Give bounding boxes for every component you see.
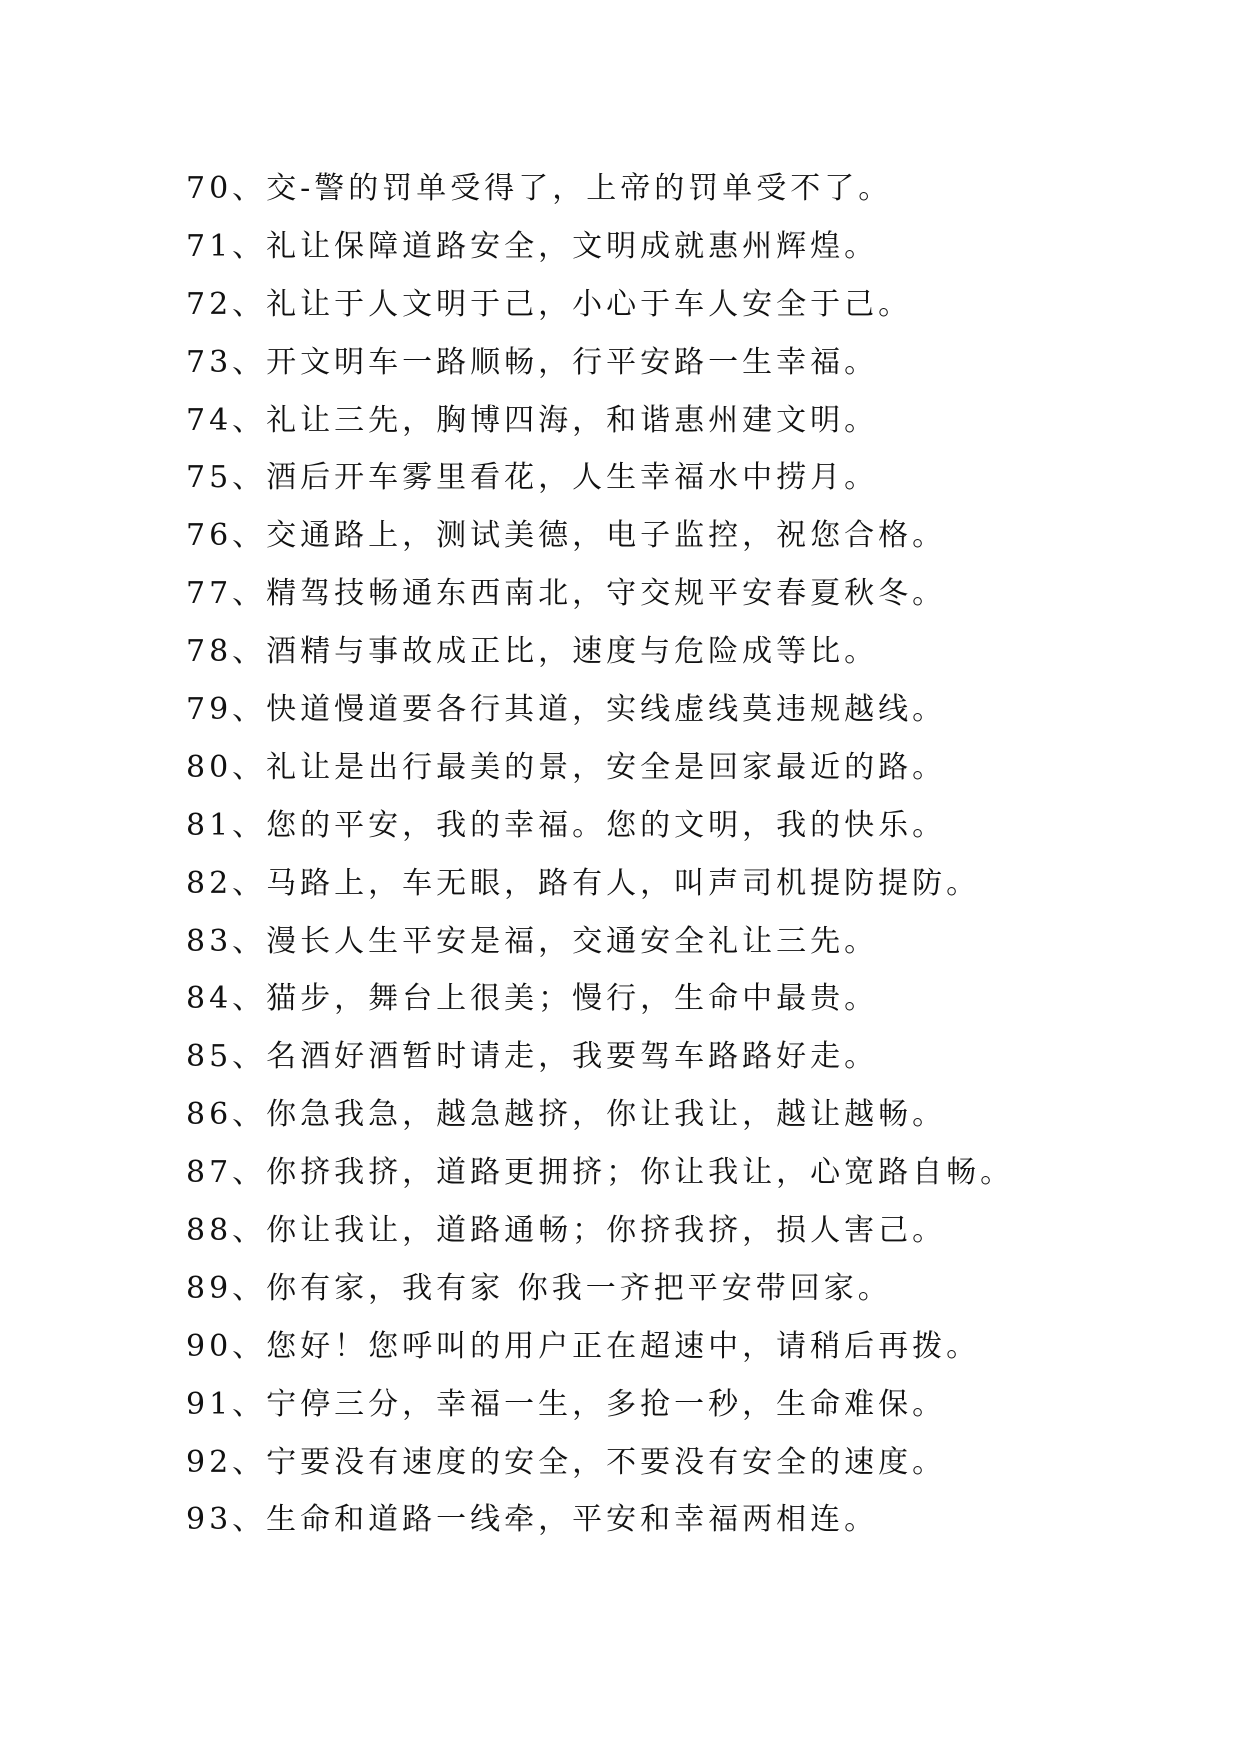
- list-item: 85、名酒好酒暂时请走，我要驾车路路好走。: [186, 1039, 879, 1075]
- list-item: 79、快道慢道要各行其道，实线虚线莫违规越线。: [186, 692, 947, 728]
- list-item: 80、礼让是出行最美的景，安全是回家最近的路。: [186, 749, 947, 785]
- list-item: 86、你急我急，越急越挤，你让我让，越让越畅。: [186, 1097, 947, 1133]
- list-item: 78、酒精与事故成正比，速度与危险成等比。: [186, 634, 879, 670]
- list-item: 77、精驾技畅通东西南北，守交规平安春夏秋冬。: [186, 576, 947, 612]
- list-item: 93、生命和道路一线牵，平安和幸福两相连。: [186, 1502, 879, 1538]
- list-item: 74、礼让三先，胸博四海，和谐惠州建文明。: [186, 402, 879, 438]
- list-item: 75、酒后开车雾里看花，人生幸福水中捞月。: [186, 460, 879, 496]
- list-item: 92、宁要没有速度的安全，不要没有安全的速度。: [186, 1444, 947, 1480]
- list-item: 89、你有家，我有家 你我一齐把平安带回家。: [186, 1270, 892, 1306]
- list-item: 87、你挤我挤，道路更拥挤；你让我让，心宽路自畅。: [186, 1155, 1015, 1191]
- slogan-list: [186, 160, 1186, 1549]
- list-item: 76、交通路上，测试美德，电子监控，祝您合格。: [186, 518, 947, 554]
- list-item: 81、您的平安，我的幸福。您的文明，我的快乐。: [186, 807, 947, 843]
- list-item: 88、你让我让，道路通畅；你挤我挤，损人害己。: [186, 1213, 947, 1249]
- list-item: 72、礼让于人文明于己，小心于车人安全于己。: [186, 286, 913, 322]
- list-item: 70、交-警的罚单受得了，上帝的罚单受不了。: [186, 171, 893, 206]
- list-item: 73、开文明车一路顺畅，行平安路一生幸福。: [186, 344, 879, 380]
- list-item: 84、猫步，舞台上很美；慢行，生命中最贵。: [186, 981, 879, 1017]
- list-item: 90、您好！您呼叫的用户正在超速中，请稍后再拨。: [186, 1328, 981, 1364]
- list-item: 83、漫长人生平安是福，交通安全礼让三先。: [186, 923, 879, 959]
- list-item: 91、宁停三分，幸福一生，多抢一秒，生命难保。: [186, 1386, 947, 1422]
- list-item: 82、马路上，车无眼，路有人，叫声司机提防提防。: [186, 865, 981, 901]
- list-item: 71、礼让保障道路安全，文明成就惠州辉煌。: [186, 228, 879, 264]
